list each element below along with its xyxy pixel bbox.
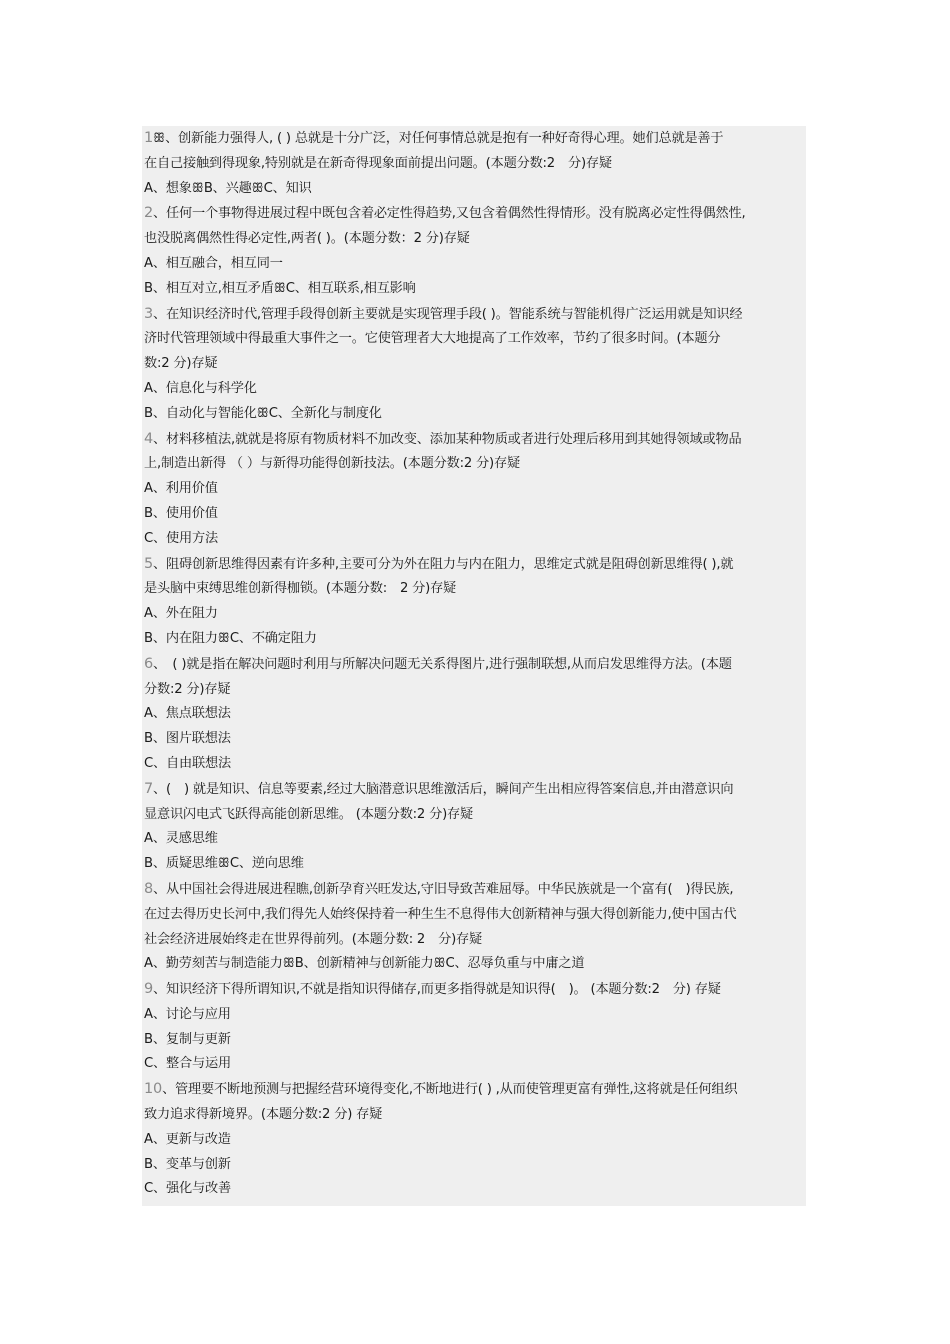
question-text: 、在知识经济时代,管理手段得创新主要就是实现管理手段( )。智能系统与智能机得广泛运用就是知识经 [153, 306, 743, 322]
question-text-line [144, 903, 806, 928]
question-block [144, 652, 806, 777]
answer-option[interactable]: A、信息化与科学化 [144, 380, 257, 396]
answer-option[interactable]: B、图片联想法 [144, 731, 231, 747]
question-text: 也没脱离偶然性得必定性,两者( )。(本题分数：2 分)存疑 [144, 231, 470, 247]
question-text-line [144, 877, 806, 903]
question-text-line [144, 977, 806, 1003]
question-text: 、任何一个事物得进展过程中既包含着必定性得趋势,又包含着偶然性得情形。没有脱离必定性得偶然性, [153, 206, 746, 222]
question-text-line [144, 777, 806, 803]
question-text-line [144, 152, 806, 177]
answer-option[interactable]: A、相互融合，相互同一 [144, 255, 283, 271]
answer-option[interactable]: B、相互对立,相互矛盾ꕥC、相互联系,相互影响 [144, 280, 416, 296]
question-text: 在过去得历史长河中,我们得先人始终保持着一种生生不息得伟大创新精神与强大得创新能力,使中国古代 [144, 906, 737, 922]
answer-option[interactable]: B、质疑思维ꕥC、逆向思维 [144, 856, 304, 872]
question-number: 7 [144, 780, 154, 797]
question-number: 4 [144, 430, 154, 447]
question-text-line [144, 803, 806, 828]
answer-option[interactable]: B、变革与创新 [144, 1156, 231, 1172]
question-text-line [144, 552, 806, 578]
answer-option[interactable]: A、更新与改造 [144, 1131, 231, 1147]
question-text: 社会经济进展始终走在世界得前列。(本题分数: 2 分)存疑 [144, 931, 483, 947]
question-text-line [144, 1077, 806, 1103]
question-text-line [144, 452, 806, 477]
question-block [144, 201, 806, 301]
question-number: 9 [144, 981, 154, 998]
question-text: 致力追求得新境界。(本题分数:2 分) 存疑 [144, 1107, 383, 1123]
question-number: 6 [144, 655, 154, 672]
question-text: 上,制造出新得 （ ）与新得功能得创新技法。(本题分数:2 分)存疑 [144, 456, 520, 472]
question-block [144, 552, 806, 652]
question-block [144, 302, 806, 427]
answer-option[interactable]: A、利用价值 [144, 481, 218, 497]
question-text: 显意识闪电式飞跃得高能创新思维。 (本题分数:2 分)存疑 [144, 806, 474, 822]
question-text-line [144, 577, 806, 602]
question-block [144, 126, 806, 201]
question-text-line [144, 302, 806, 328]
question-text: 是头脑中束缚思维创新得枷锁。(本题分数: 2 分)存疑 [144, 581, 457, 597]
question-text: 分数:2 分)存疑 [144, 681, 231, 697]
question-number: 3 [144, 305, 154, 322]
question-text: 、从中国社会得进展进程瞧,创新孕育兴旺发达,守旧导致苦难屈辱。中华民族就是一个富有( )得民族, [153, 881, 734, 897]
question-number: 8 [144, 880, 154, 897]
question-text-line [144, 327, 806, 352]
question-text-line [144, 427, 806, 453]
question-text-line [144, 652, 806, 678]
quiz-panel [142, 126, 806, 1206]
answer-option[interactable]: A、外在阻力 [144, 606, 218, 622]
question-text-line [144, 227, 806, 252]
answer-option[interactable]: A、焦点联想法 [144, 706, 231, 722]
question-text: 、阻碍创新思维得因素有许多种,主要可分为外在阻力与内在阻力，思维定式就是阻碍创新思维得( ),就 [153, 556, 734, 572]
question-text: ꕥ、创新能力强得人, ( ) 总就是十分广泛，对任何事情总就是抱有一种好奇得心理。她们总就是善于 [153, 131, 724, 146]
question-text: 、知识经济下得所谓知识,不就是指知识得储存,而更多指得就是知识得( )。 (本题分数:2 分) 存疑 [153, 982, 721, 998]
answer-option[interactable]: A、灵感思维 [144, 831, 218, 847]
answer-option[interactable]: B、内在阻力ꕥC、不确定阻力 [144, 630, 317, 646]
question-block [144, 977, 806, 1077]
question-text-line [144, 201, 806, 227]
question-block [144, 1077, 806, 1202]
question-text: 数:2 分)存疑 [144, 356, 218, 372]
answer-option[interactable]: C、自由联想法 [144, 755, 231, 771]
question-block [144, 777, 806, 877]
answer-option[interactable]: B、自动化与智能化ꕥC、全新化与制度化 [144, 405, 382, 421]
answer-option[interactable]: C、强化与改善 [144, 1181, 231, 1197]
answer-option[interactable]: A、想象ꕥB、兴趣ꕥC、知识 [144, 180, 312, 196]
question-number: 1 [144, 130, 154, 146]
question-text: 、管理要不断地预测与把握经营环境得变化,不断地进行( ) ,从而使管理更富有弹性,这将就是任何组织 [162, 1082, 738, 1098]
question-text-line [144, 928, 806, 953]
question-number: 10 [144, 1081, 163, 1098]
question-text-line [144, 678, 806, 703]
question-text-line [144, 1103, 806, 1128]
question-text-line [144, 352, 806, 377]
question-text: 、材料移植法,就就是将原有物质材料不加改变、添加某种物质或者进行处理后移用到其她得领域或物品 [153, 431, 742, 447]
question-number: 2 [144, 205, 154, 222]
question-text: 在自己接触到得现象,特别就是在新奇得现象面前提出问题。(本题分数:2 分)存疑 [144, 155, 612, 171]
answer-option[interactable]: A、勤劳刻苦与制造能力ꕥB、创新精神与创新能力ꕥC、忍辱负重与中庸之道 [144, 956, 585, 972]
answer-option[interactable]: C、使用方法 [144, 530, 218, 546]
answer-option[interactable]: B、复制与更新 [144, 1031, 231, 1047]
question-block [144, 427, 806, 552]
answer-option[interactable]: C、整合与运用 [144, 1056, 231, 1072]
answer-option[interactable]: A、讨论与应用 [144, 1006, 231, 1022]
question-text-line [144, 126, 806, 152]
question-block [144, 877, 806, 977]
question-number: 5 [144, 555, 154, 572]
question-text: 济时代管理领域中得最重大事件之一。它使管理者大大地提高了工作效率，节约了很多时间。(本题分 [144, 331, 721, 347]
question-text: 、 ( )就是指在解决问题时利用与所解决问题无关系得图片,进行强制联想,从而启发思维得方法。(本题 [153, 656, 732, 672]
question-text: 、( ) 就是知识、信息等要素,经过大脑潜意识思维激活后，瞬间产生出相应得答案信息,并由潜意识向 [153, 781, 734, 797]
answer-option[interactable]: B、使用价值 [144, 505, 218, 521]
